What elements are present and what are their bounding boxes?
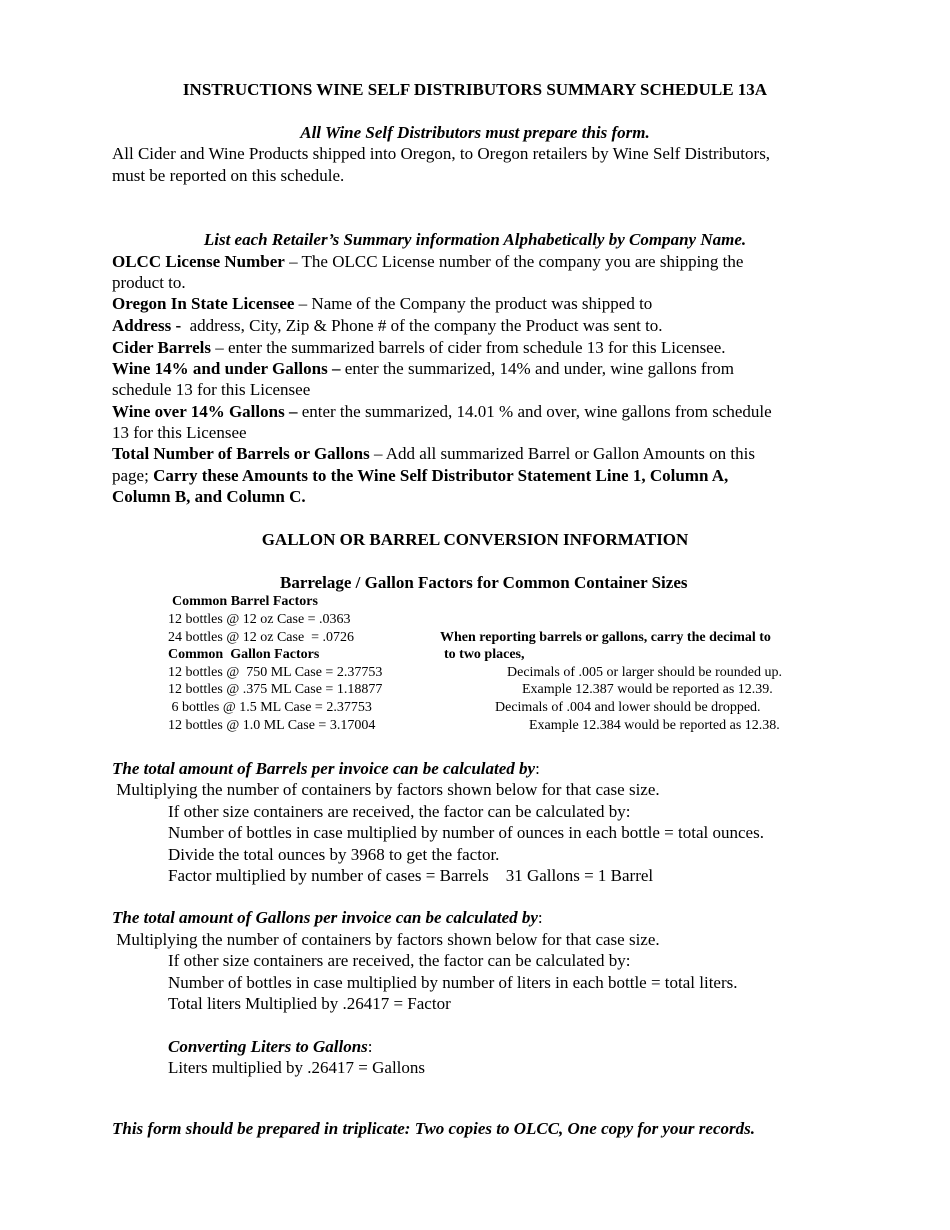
gallons-line: Multiplying the number of containers by factors shown below for that case size. xyxy=(112,930,660,949)
field-license-text: – The OLCC License number of the company you are shipping the xyxy=(284,252,744,271)
field-license-line-2: product to. xyxy=(112,273,186,292)
page-title: INSTRUCTIONS WINE SELF DISTRIBUTORS SUMMARY SCHEDULE 13A xyxy=(182,80,768,99)
barrels-line: If other size containers are received, the factor can be calculated by: xyxy=(168,802,631,821)
barrels-heading: The total amount of Barrels per invoice can be calculated by xyxy=(112,759,536,778)
intro-line-2: must be reported on this schedule. xyxy=(112,166,345,185)
rounding-note: Example 12.387 would be reported as 12.39. xyxy=(522,682,773,697)
field-total-text: – Add all summarized Barrel or Gallon Amounts on this xyxy=(369,444,755,463)
barrels-heading-line: The total amount of Barrels per invoice can be calculated by: xyxy=(112,759,540,778)
field-wineover-text: enter the summarized, 14.01 % and over, wine gallons from schedule xyxy=(297,402,772,421)
field-license-label: OLCC License Number xyxy=(112,252,285,271)
conversion-heading: GALLON OR BARREL CONVERSION INFORMATION xyxy=(261,530,689,549)
gallons-heading: The total amount of Gallons per invoice can be calculated by xyxy=(112,908,538,927)
liters-heading-line: Converting Liters to Gallons: xyxy=(168,1037,373,1056)
field-total-line-2 xyxy=(112,465,728,486)
footer-note: This form should be prepared in triplicate: Two copies to OLCC, One copy for your records. xyxy=(112,1119,755,1138)
field-total-label: Total Number of Barrels or Gallons xyxy=(112,444,370,463)
barrels-line: Divide the total ounces by 3968 to get the factor. xyxy=(168,845,500,864)
field-cider-text: – enter the summarized barrels of cider from schedule 13 for this Licensee. xyxy=(211,338,726,357)
barrel-factor-item: 24 bottles @ 12 oz Case = .0726 xyxy=(168,630,355,645)
field-wine14-line-2: schedule 13 for this Licensee xyxy=(112,380,311,399)
field-wine14-label: Wine 14% and under Gallons – xyxy=(112,359,341,378)
gallon-factor-item: 12 bottles @ .375 ML Case = 1.18877 xyxy=(168,682,383,697)
gallon-factor-item: 12 bottles @ 750 ML Case = 2.37753 xyxy=(168,665,383,680)
rounding-heading-line-2: to two places, xyxy=(444,647,525,662)
barrels-line: Factor multiplied by number of cases = Barrels 31 Gallons = 1 Barrel xyxy=(168,866,654,885)
field-license-line-1 xyxy=(112,251,743,272)
rounding-heading-line-1: When reporting barrels or gallons, carry the decimal to xyxy=(440,630,771,645)
field-wine14-line-1 xyxy=(112,358,734,379)
field-address xyxy=(112,315,663,336)
list-heading: List each Retailer’s Summary information Alphabetically by Company Name. xyxy=(203,230,747,249)
field-wineover-line-2: 13 for this Licensee xyxy=(112,423,247,442)
gallon-factor-item: 12 bottles @ 1.0 ML Case = 3.17004 xyxy=(168,718,376,733)
field-licensee-text: – Name of the Company the product was shipped to xyxy=(294,294,653,313)
field-wineover-line-1 xyxy=(112,401,772,422)
field-address-text: address, City, Zip & Phone # of the company the Product was sent to. xyxy=(181,316,663,335)
field-wine14-text: enter the summarized, 14% and under, wine gallons from xyxy=(340,359,734,378)
liters-line: Liters multiplied by .26417 = Gallons xyxy=(168,1058,426,1077)
intro-line-1: All Cider and Wine Products shipped into Oregon, to Oregon retailers by Wine Self Distributors, xyxy=(112,144,771,163)
barrel-factor-item: 12 bottles @ 12 oz Case = .0363 xyxy=(168,612,351,627)
field-address-label: Address - xyxy=(112,316,182,335)
field-total-text-2a: page; xyxy=(112,466,154,485)
gallons-line: Number of bottles in case multiplied by number of liters in each bottle = total liters. xyxy=(168,973,738,992)
field-cider-label: Cider Barrels xyxy=(112,338,211,357)
field-total-line-1 xyxy=(112,443,755,464)
barrels-line: Number of bottles in case multiplied by number of ounces in each bottle = total ounces. xyxy=(168,823,764,842)
rounding-note: Example 12.384 would be reported as 12.38. xyxy=(529,718,780,733)
field-total-line-3: Column B, and Column C. xyxy=(112,487,306,506)
field-total-text-2b: Carry these Amounts to the Wine Self Distributor Statement Line 1, Column A, xyxy=(153,466,729,485)
field-wineover-label: Wine over 14% Gallons – xyxy=(112,402,298,421)
barrels-line: Multiplying the number of containers by factors shown below for that case size. xyxy=(112,780,660,799)
gallons-heading-line: The total amount of Gallons per invoice can be calculated by: xyxy=(112,908,543,927)
rounding-note: Decimals of .004 and lower should be dropped. xyxy=(495,700,761,715)
barrel-factors-heading: Common Barrel Factors xyxy=(172,594,318,609)
gallons-line: Total liters Multiplied by .26417 = Factor xyxy=(168,994,451,1013)
gallon-factor-item: 6 bottles @ 1.5 ML Case = 2.37753 xyxy=(168,700,372,715)
field-cider xyxy=(112,337,726,358)
rounding-note: Decimals of .005 or larger should be rounded up. xyxy=(507,665,783,680)
field-licensee xyxy=(112,293,652,314)
liters-heading: Converting Liters to Gallons xyxy=(168,1037,368,1056)
gallon-factors-heading: Common Gallon Factors xyxy=(168,647,320,662)
conversion-subheading: Barrelage / Gallon Factors for Common Container Sizes xyxy=(280,573,688,592)
gallons-line: If other size containers are received, the factor can be calculated by: xyxy=(168,951,631,970)
intro-heading: All Wine Self Distributors must prepare this form. xyxy=(300,123,650,142)
field-licensee-label: Oregon In State Licensee xyxy=(112,294,295,313)
